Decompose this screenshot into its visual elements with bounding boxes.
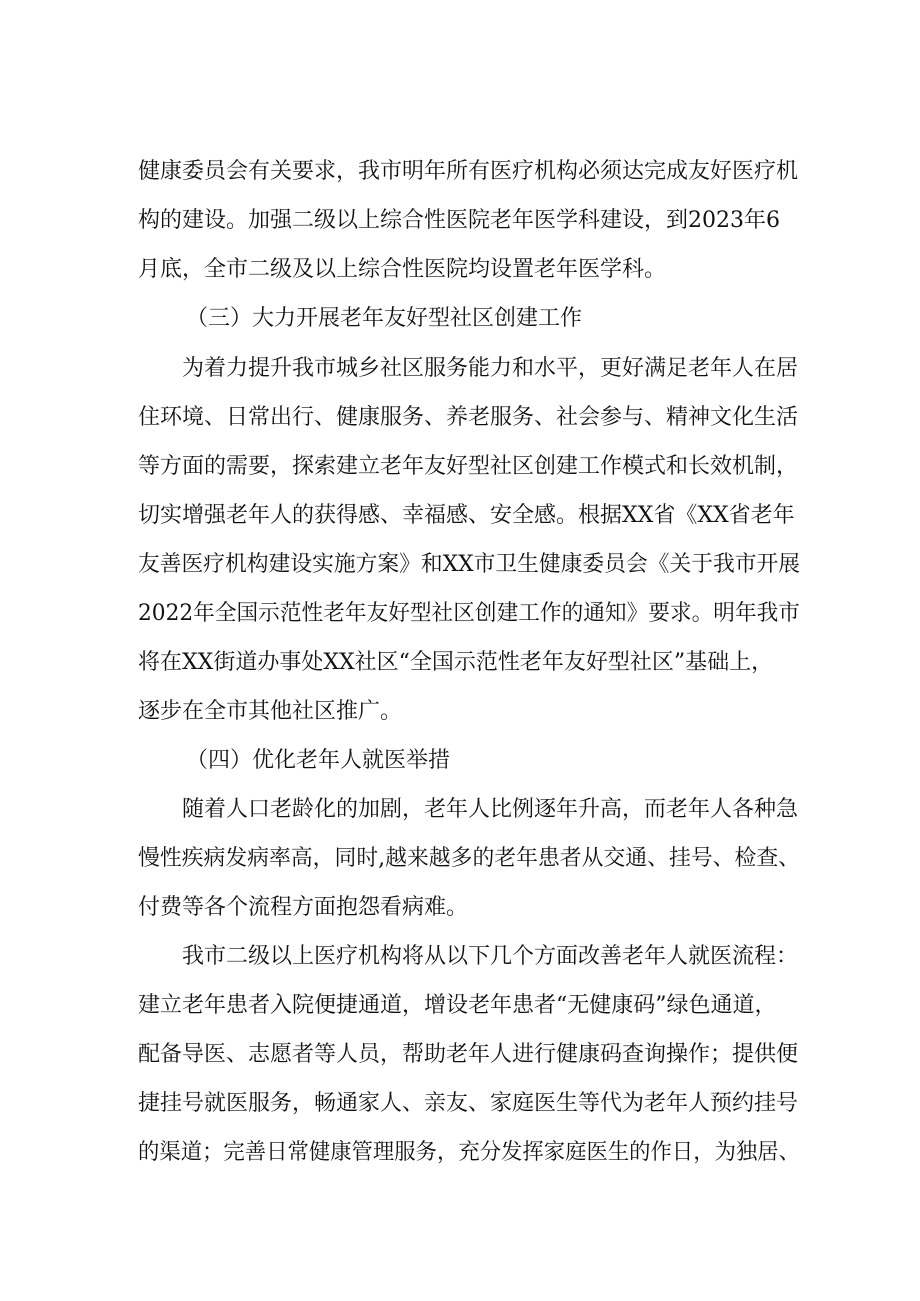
text-line: 捷挂号就医服务，畅通家人、亲友、家庭医生等代为老年人预约挂号 bbox=[138, 1091, 799, 1116]
text-line: 2022年全国示范性老年友好型社区创建工作的通知》要求。明年我市 bbox=[138, 601, 800, 626]
text-line: 付费等各个流程方面抱怨看病难。 bbox=[138, 895, 469, 920]
text-line: 切实增强老年人的获得感、幸福感、安全感。根据XX省《XX省老年 bbox=[138, 503, 795, 528]
text-line: 慢性疾病发病率高，同时,越来越多的老年患者从交通、挂号、检查、 bbox=[138, 846, 800, 871]
text-line: 月底，全市二级及以上综合性医院均设置老年医学科。 bbox=[138, 257, 667, 282]
text-line: 健康委员会有关要求，我市明年所有医疗机构必须达完成友好医疗机 bbox=[138, 159, 799, 184]
text-line: 为着力提升我市城乡社区服务能力和水平，更好满足老年人在居 bbox=[182, 356, 799, 381]
text-line: 配备导医、志愿者等人员，帮助老年人进行健康码查询操作；提供便 bbox=[138, 1042, 799, 1067]
text-line: 的渠道；完善日常健康管理服务，充分发挥家庭医生的作日，为独居、 bbox=[138, 1140, 801, 1165]
section-heading: （三）大力开展老年友好型社区创建工作 bbox=[186, 306, 583, 331]
text-line: 随着人口老龄化的加剧，老年人比例逐年升高，而老年人各种急 bbox=[182, 797, 799, 822]
text-line: 建立老年患者入院便捷通道，增设老年患者“无健康码”绿色通道， bbox=[138, 993, 777, 1018]
text-line: 友善医疗机构建设实施方案》和XX市卫生健康委员会《关于我市开展 bbox=[138, 552, 801, 577]
text-line: 住环境、日常出行、健康服务、养老服务、社会参与、精神文化生活 bbox=[138, 405, 799, 430]
text-line: 逐步在全市其他社区推广。 bbox=[138, 699, 403, 724]
section-heading: （四）优化老年人就医举措 bbox=[186, 748, 451, 773]
text-line: 构的建设。加强二级以上综合性医院老年医学科建设，到2023年6 bbox=[138, 208, 780, 233]
text-line: 将在XX街道办事处XX社区“全国示范性老年友好型社区”基础上， bbox=[138, 650, 774, 675]
text-line: 我市二级以上医疗机构将从以下几个方面改善老年人就医流程： bbox=[182, 944, 799, 969]
text-line: 等方面的需要，探索建立老年友好型社区创建工作模式和长效机制， bbox=[138, 454, 799, 479]
